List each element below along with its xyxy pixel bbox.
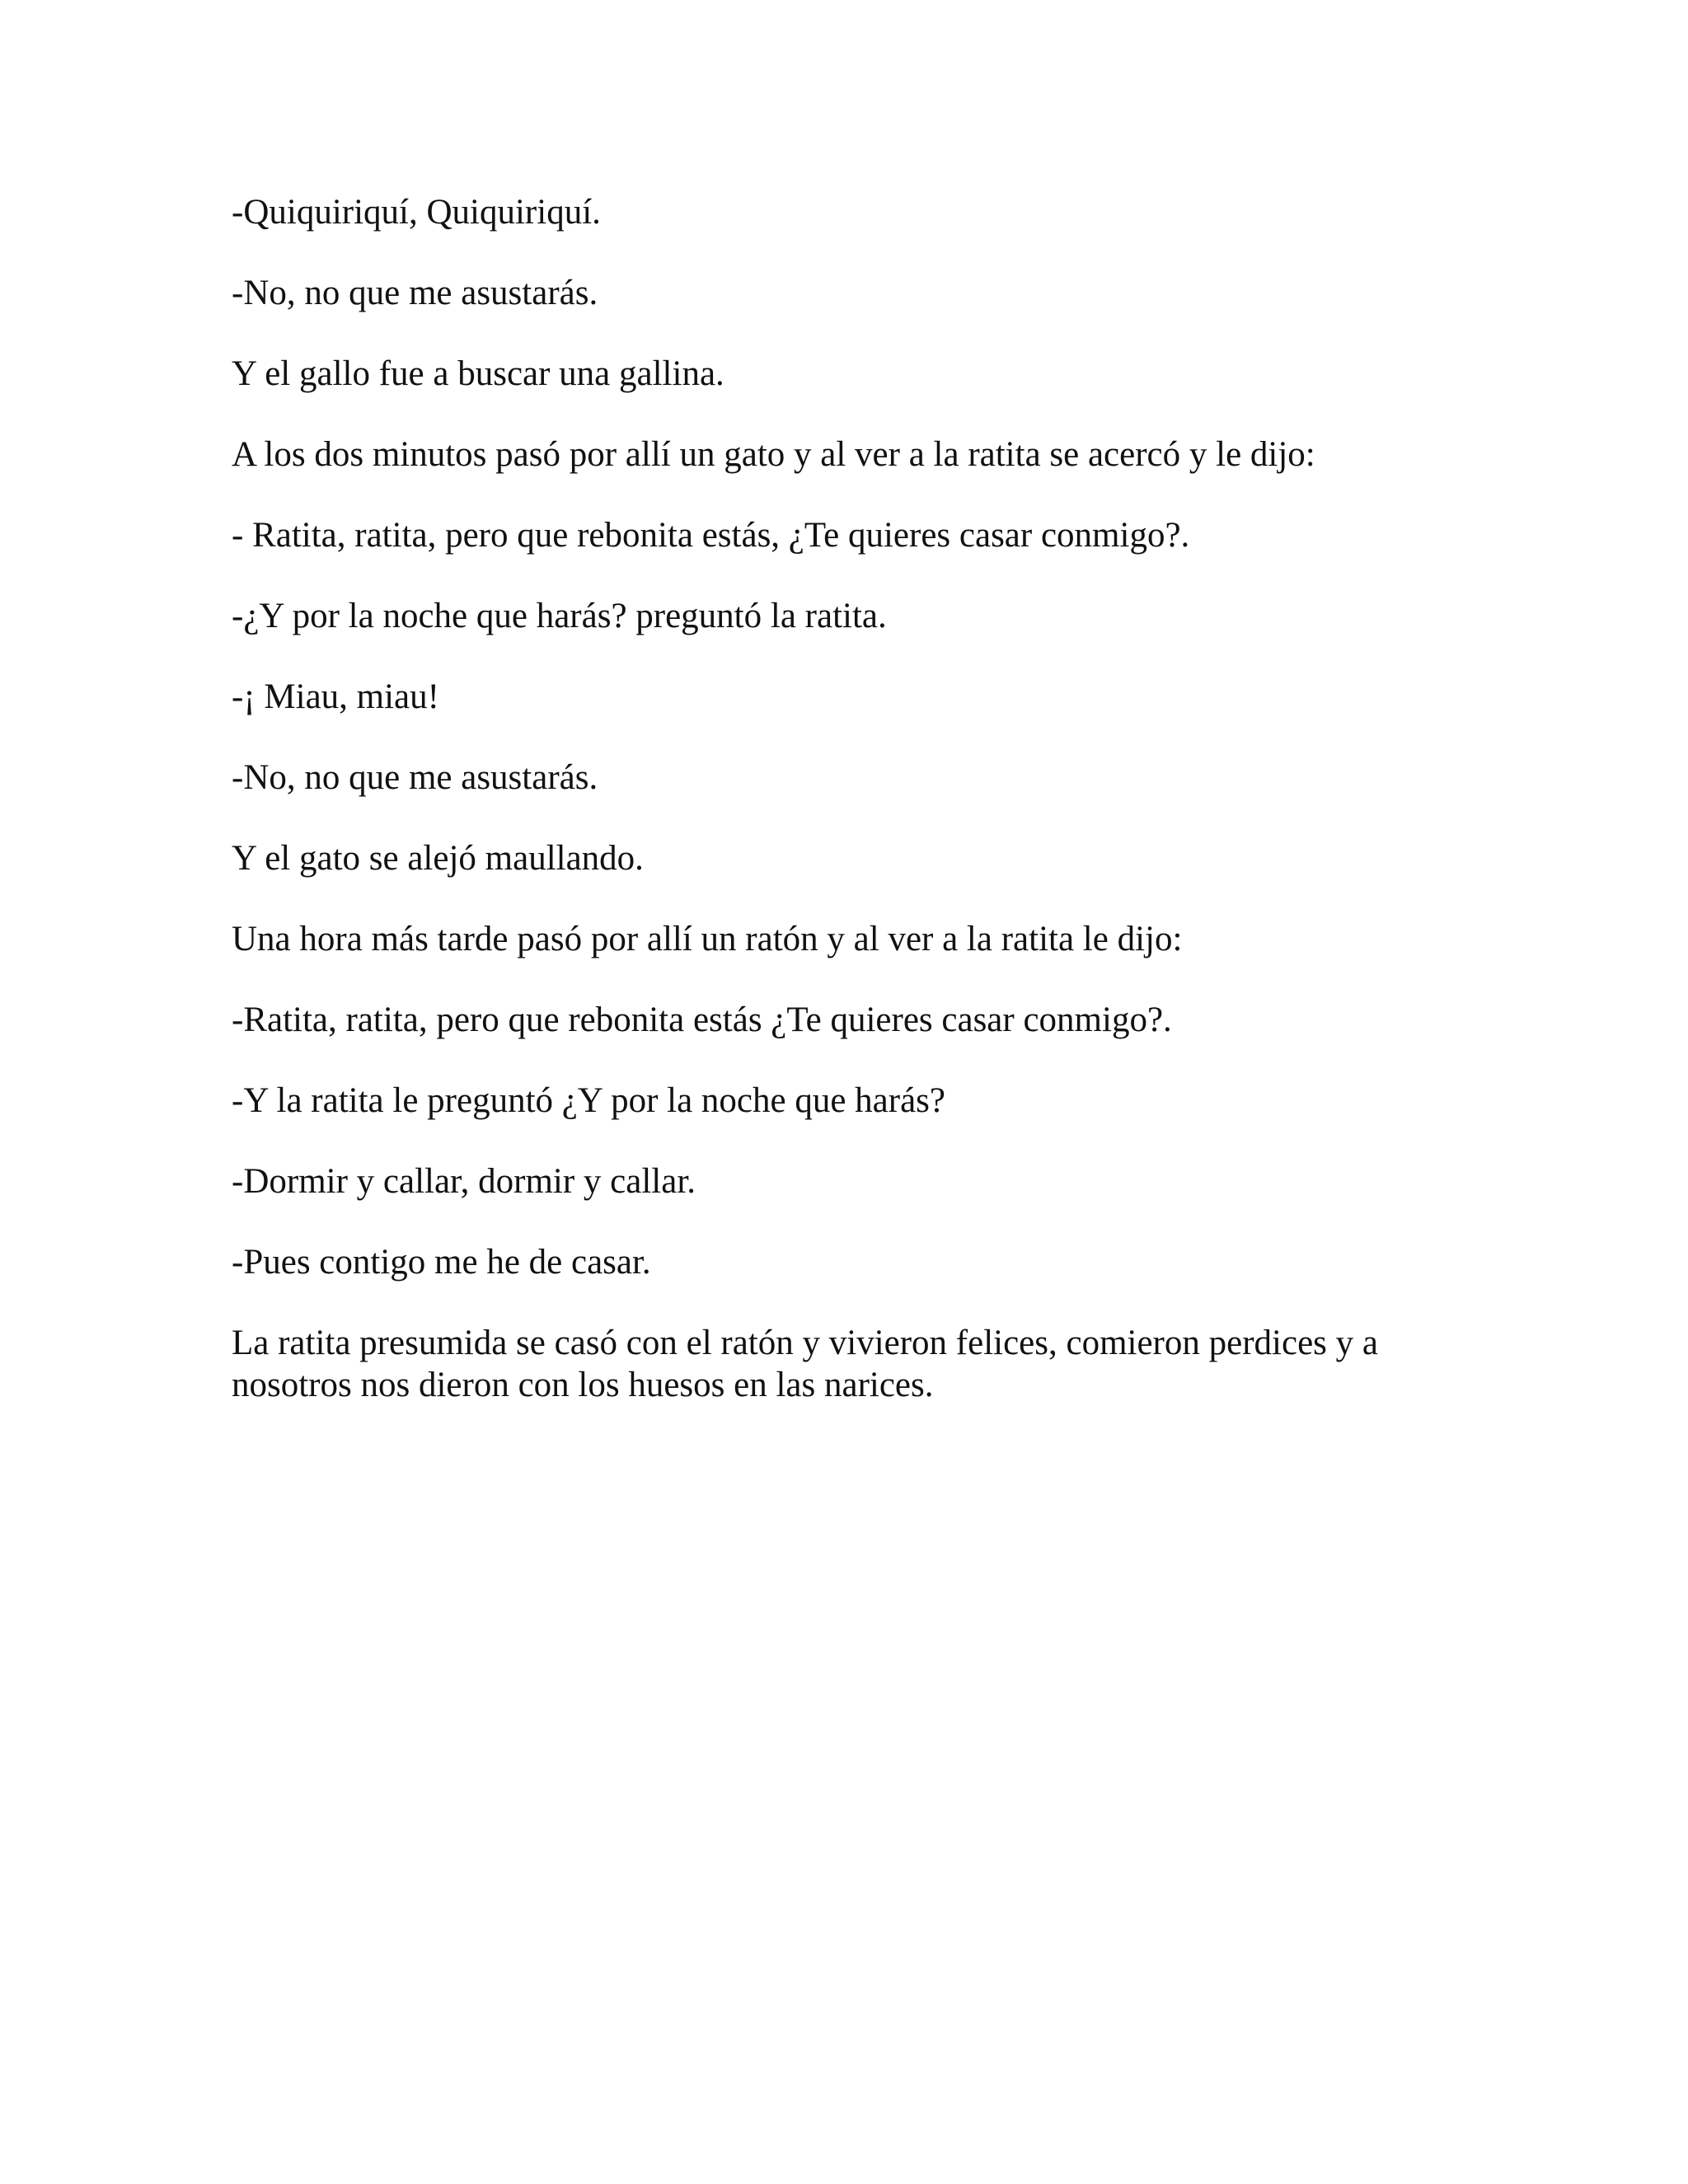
paragraph: -No, no que me asustarás.: [232, 758, 598, 797]
paragraph: -Quiquiriquí, Quiquiriquí.: [232, 193, 601, 232]
paragraph: -Y la ratita le preguntó ¿Y por la noche que harás?: [232, 1081, 945, 1120]
paragraph: La ratita presumida se casó con el ratón y vivieron felices, comieron perdices y a nosotros nos dieron con los huesos en las narices.: [232, 1324, 1378, 1404]
paragraph: -No, no que me asustarás.: [232, 274, 598, 312]
paragraph: - Ratita, ratita, pero que rebonita estás, ¿Te quieres casar conmigo?.: [232, 516, 1190, 555]
paragraph: -¿Y por la noche que harás? preguntó la ratita.: [232, 597, 887, 635]
paragraph: A los dos minutos pasó por allí un gato y al ver a la ratita se acercó y le dijo:: [232, 435, 1315, 474]
paragraph: -Pues contigo me he de casar.: [232, 1243, 651, 1282]
paragraph: Y el gato se alejó maullando.: [232, 839, 644, 878]
paragraph: -¡ Miau, miau!: [232, 677, 439, 716]
paragraph: -Dormir y callar, dormir y callar.: [232, 1162, 696, 1201]
paragraph: Una hora más tarde pasó por allí un ratón y al ver a la ratita le dijo:: [232, 920, 1183, 958]
paragraph: Y el gallo fue a buscar una gallina.: [232, 354, 724, 393]
story-text: [232, 191, 1468, 1445]
paragraph: -Ratita, ratita, pero que rebonita estás ¿Te quieres casar conmigo?.: [232, 1001, 1172, 1039]
